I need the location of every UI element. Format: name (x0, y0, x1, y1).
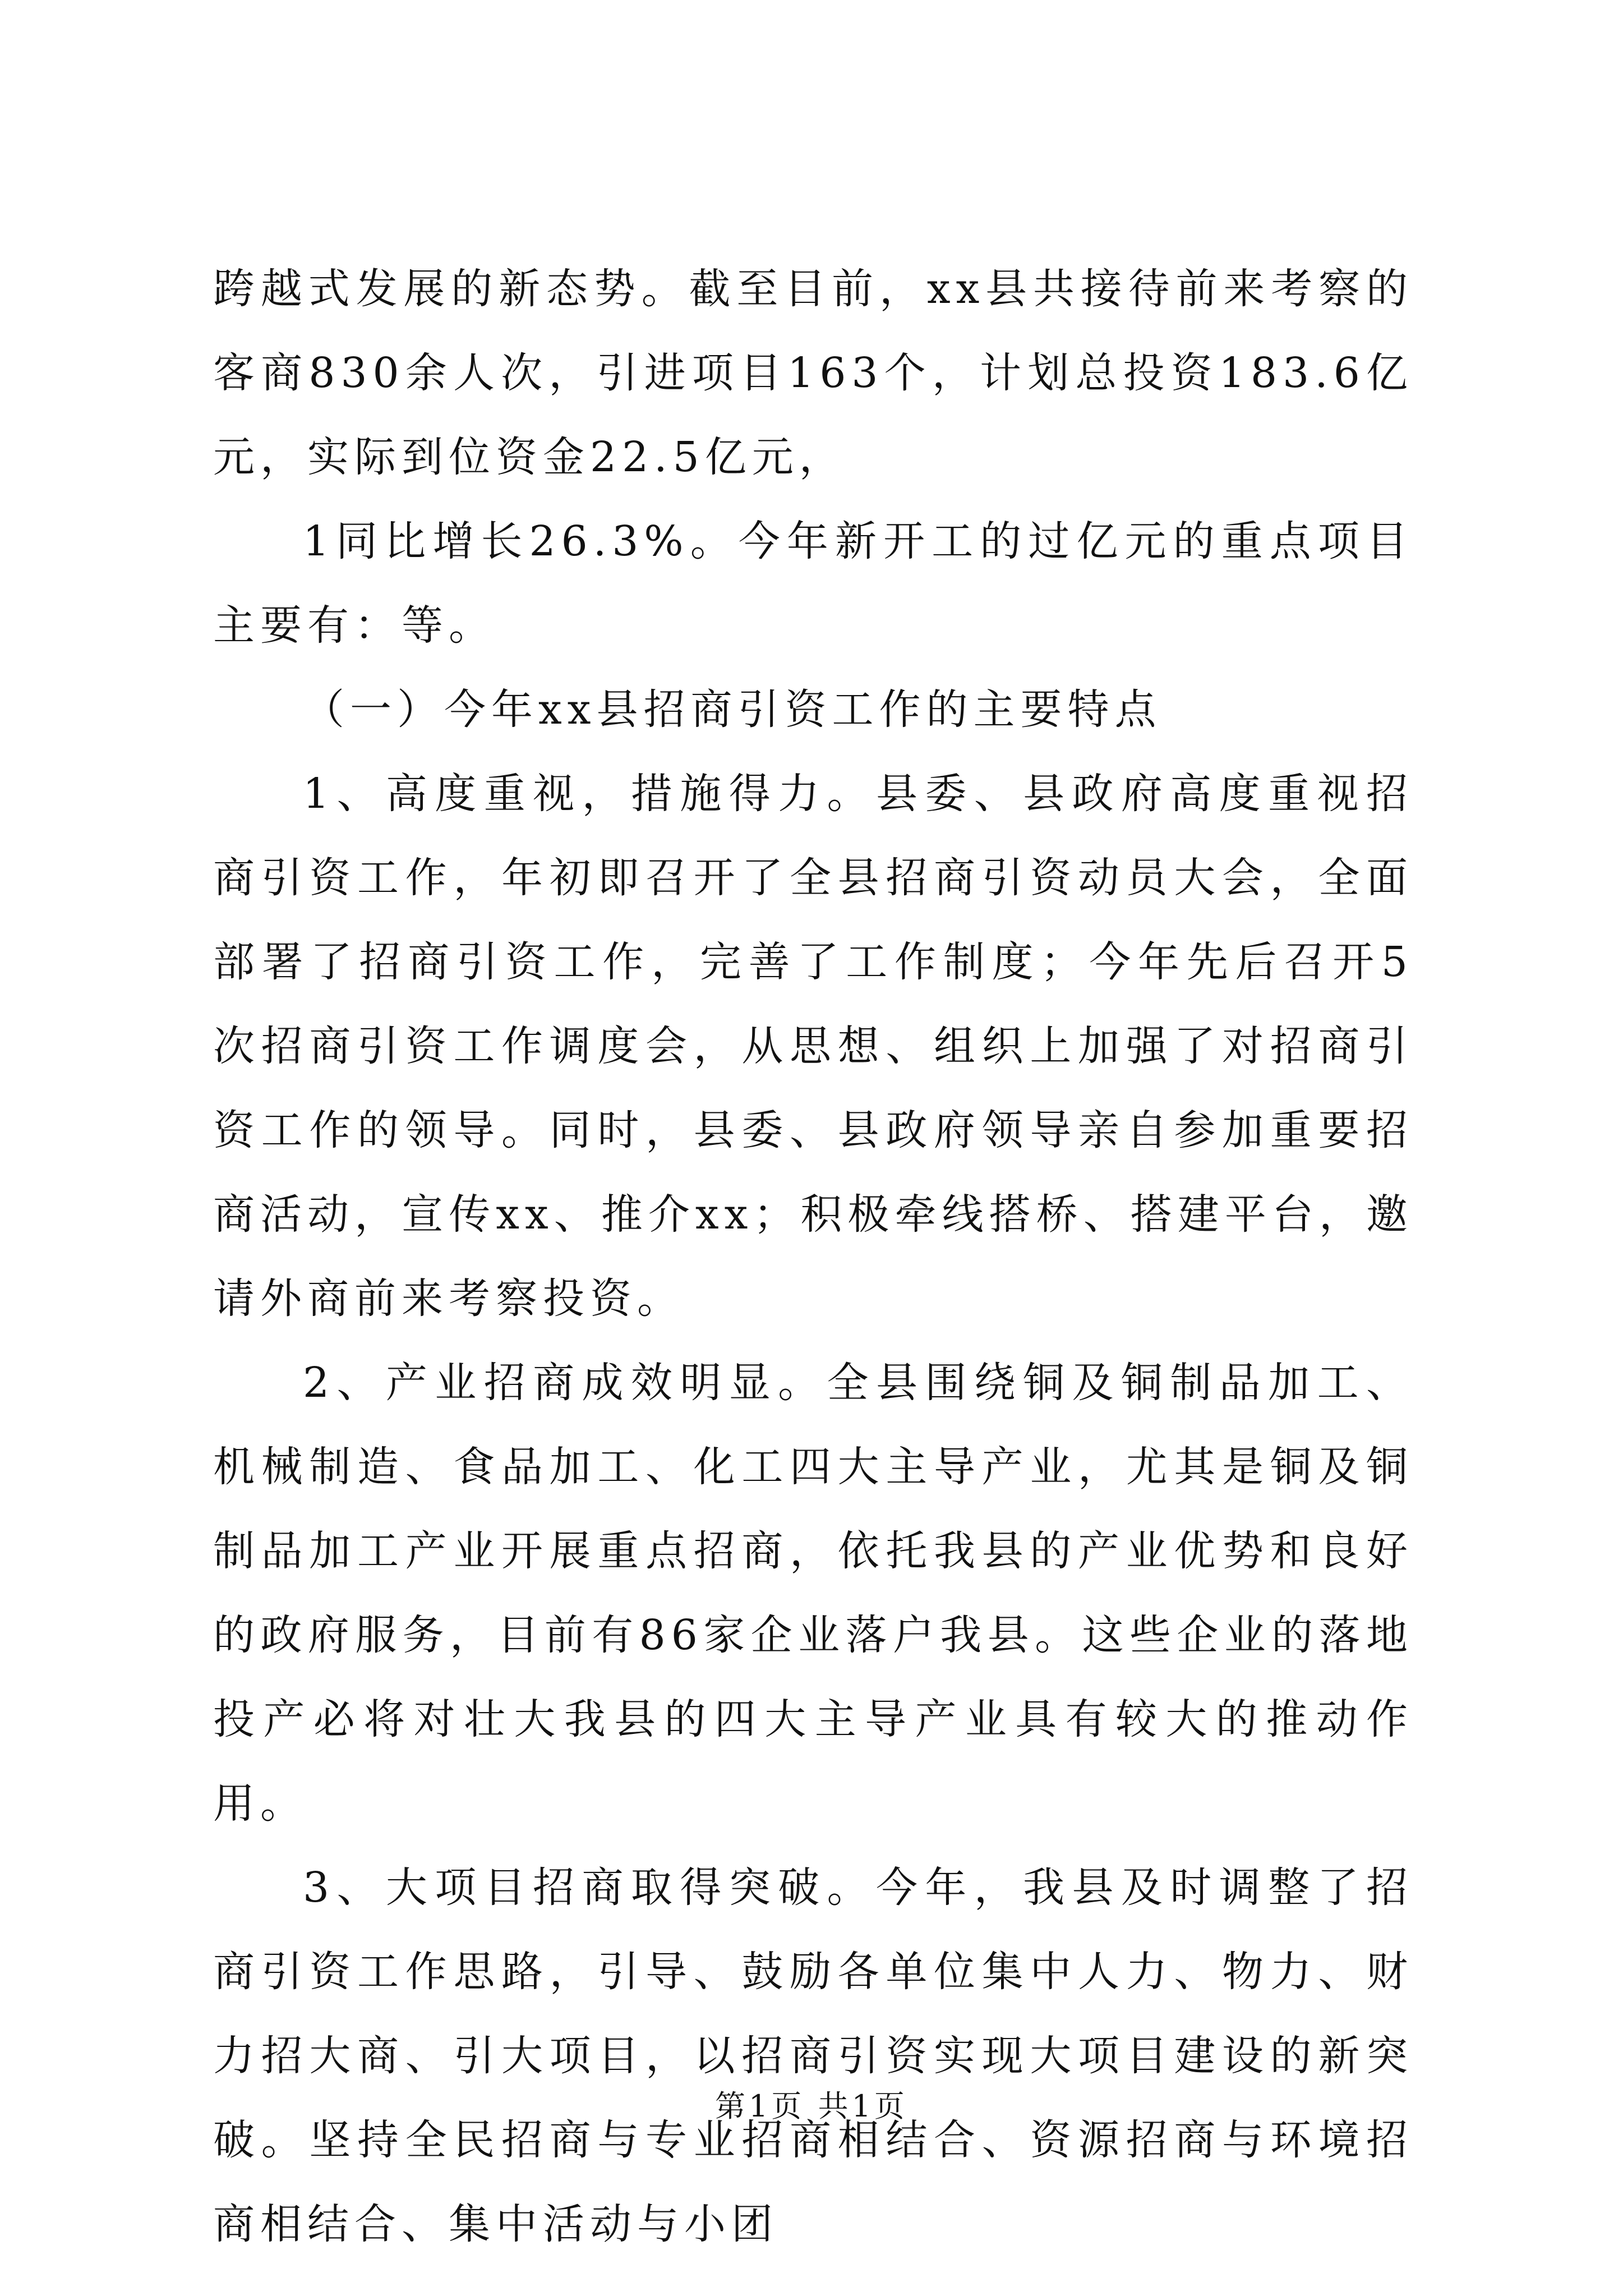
section-heading: （一）今年xx县招商引资工作的主要特点 (303, 685, 1162, 734)
paragraph-1: 跨越式发展的新态势。截至目前，xx县共接待前来考察的客商830余人次，引进项目163个，计划总投资183.6亿元，实际到位资金22.5亿元， (213, 265, 1413, 481)
page-footer: 第1页 共1页 (715, 2088, 908, 2124)
document-body (213, 247, 1413, 2266)
paragraph-point-3: 3、大项目招商取得突破。今年，我县及时调整了招商引资工作思路，引导、鼓励各单位集中人力、物力、财力招大商、引大项目，以招商引资实现大项目建设的新突破。坚持全民招商与专业招商相结合、资源招商与环境招商相结合、集中活动与小团 (213, 1864, 1413, 2248)
paragraph-point-2: 2、产业招商成效明显。全县围绕铜及铜制品加工、机械制造、食品加工、化工四大主导产业，尤其是铜及铜制品加工产业开展重点招商，依托我县的产业优势和良好的政府服务，目前有86家企业落户我县。这些企业的落地投产必将对壮大我县的四大主导产业具有较大的推动作用。 (213, 1359, 1413, 1828)
paragraph-point-1: 1、高度重视，措施得力。县委、县政府高度重视招商引资工作，年初即召开了全县招商引资动员大会，全面部署了招商引资工作，完善了工作制度；今年先后召开5次招商引资工作调度会，从思想、组织上加强了对招商引资工作的领导。同时，县委、县政府领导亲自参加重要招商活动，宣传xx、推介xx；积极牵线搭桥、搭建平台，邀请外商前来考察投资。 (213, 770, 1413, 1323)
paragraph-2: 1同比增长26.3%。今年新开工的过亿元的重点项目主要有：等。 (213, 517, 1413, 650)
